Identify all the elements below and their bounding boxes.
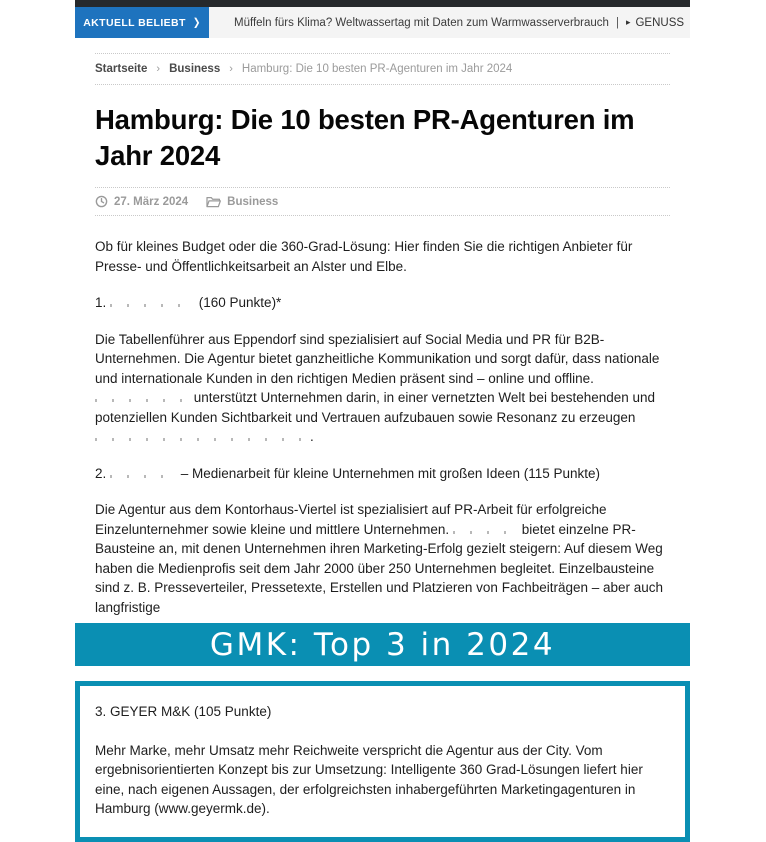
chevron-right-icon: ❯ [192,16,201,28]
breadcrumb-link-startseite[interactable]: Startseite [95,63,148,75]
article-paragraph: 2. – Medienarbeit für kleine Unternehmen mit großen Ideen (115 Punkte) [95,465,600,481]
breadcrumb-current-page: Hamburg: Die 10 besten PR-Agenturen im Jahr 2024 [241,63,513,75]
redacted-text [453,531,518,534]
gmk-banner-label: GMK: Top 3 in 2024 [209,626,556,663]
article-paragraph: Ob für kleines Budget oder die 360-Grad-Lösung: Hier finden Sie die richtigen Anbieter für Presse- und Öffentlichkeitsarbeit an Alster und Elbe. [95,239,633,274]
ticker-headline[interactable]: Müffeln fürs Klima? Weltwassertag mit Daten zum Warmwasserverbrauch [234,16,609,29]
breadcrumb-separator: › [156,63,161,75]
redacted-text [95,438,310,441]
highlight-box-heading: 3. GEYER M&K (105 Punkte) [95,704,272,719]
article-paragraph: 1. (160 Punkte)* [95,295,282,310]
gmk-highlight-box [75,681,690,842]
page-title: Hamburg: Die 10 besten PR-Agenturen im Jahr 2024 [95,104,635,171]
breadcrumb-link-business[interactable]: Business [169,63,221,75]
aktuell-beliebt-label: AKTUELL BELIEBT [83,16,186,29]
gmk-banner [75,623,690,666]
clock-icon [95,195,108,208]
ticker-separator: | [615,16,619,29]
top-bar [75,0,690,38]
aktuell-beliebt-button[interactable] [75,7,209,38]
article-paragraph: Die Tabellenführer aus Eppendorf sind spezialisiert auf Social Media und PR für B2B-Unternehmen. Die Agentur bietet ganzheitliche Kommunikation und sorgt dafür, dass nationale und internationale Kunden in den richtigen Medien präsent sind – online und offline. unterstützt Unternehmen darin, in einer vernetzten Welt bei bestehenden und potenziellen Kunden Sichtbarkeit und Vertrauen aufzubauen sowie Resonanz zu erzeugen . [95,331,660,444]
article-meta [95,187,670,216]
redacted-text [95,399,190,402]
article-date: 27. März 2024 [114,195,189,208]
ticker-category-link[interactable]: GENUSS [635,16,685,29]
article-category-item[interactable] [206,196,278,208]
redacted-text [110,475,177,478]
play-icon: ▸ [625,17,631,27]
highlight-box-body: Mehr Marke, mehr Umsatz mehr Reichweite verspricht die Agentur aus der City. Vom ergebnisorientierten Konzept bis zur Umsetzung: Intelligente 360 Grad-Lösungen liefert hier eine, nach eigenen Aussagen, der erfolgreichsten inhabergeführten Marketingagenturen in Hamburg (www.geyermk.de). [95,742,643,816]
main-content [75,53,690,842]
breadcrumb-separator: › [229,63,233,75]
article-paragraph: Die Agentur aus dem Kontorhaus-Viertel ist spezialisiert auf PR-Arbeit für erfolgreiche Einzelunternehmer sowie kleine und mittlere Unternehmen. bietet einzelne PR-Bausteine an, mit denen Unternehmen ihren Marketing-Erfolg gezielt steigern: Auf diesem Weg haben die Medienprofis seit dem Jahr 2000 über 250 Unternehmen begleitet. Einzelbausteine sind z. B. Presseverteiler, Pressetexte, Erstellen und Platzieren von Fachbeiträgen – aber auch langfristige [95,502,664,615]
top-bar-dark-strip [75,0,690,7]
article-body [95,216,670,617]
folder-icon [206,196,221,208]
article-date-item [95,195,188,208]
news-ticker[interactable] [209,7,690,38]
redacted-text [110,304,195,307]
article-category[interactable]: Business [227,195,279,208]
breadcrumb [95,53,670,85]
